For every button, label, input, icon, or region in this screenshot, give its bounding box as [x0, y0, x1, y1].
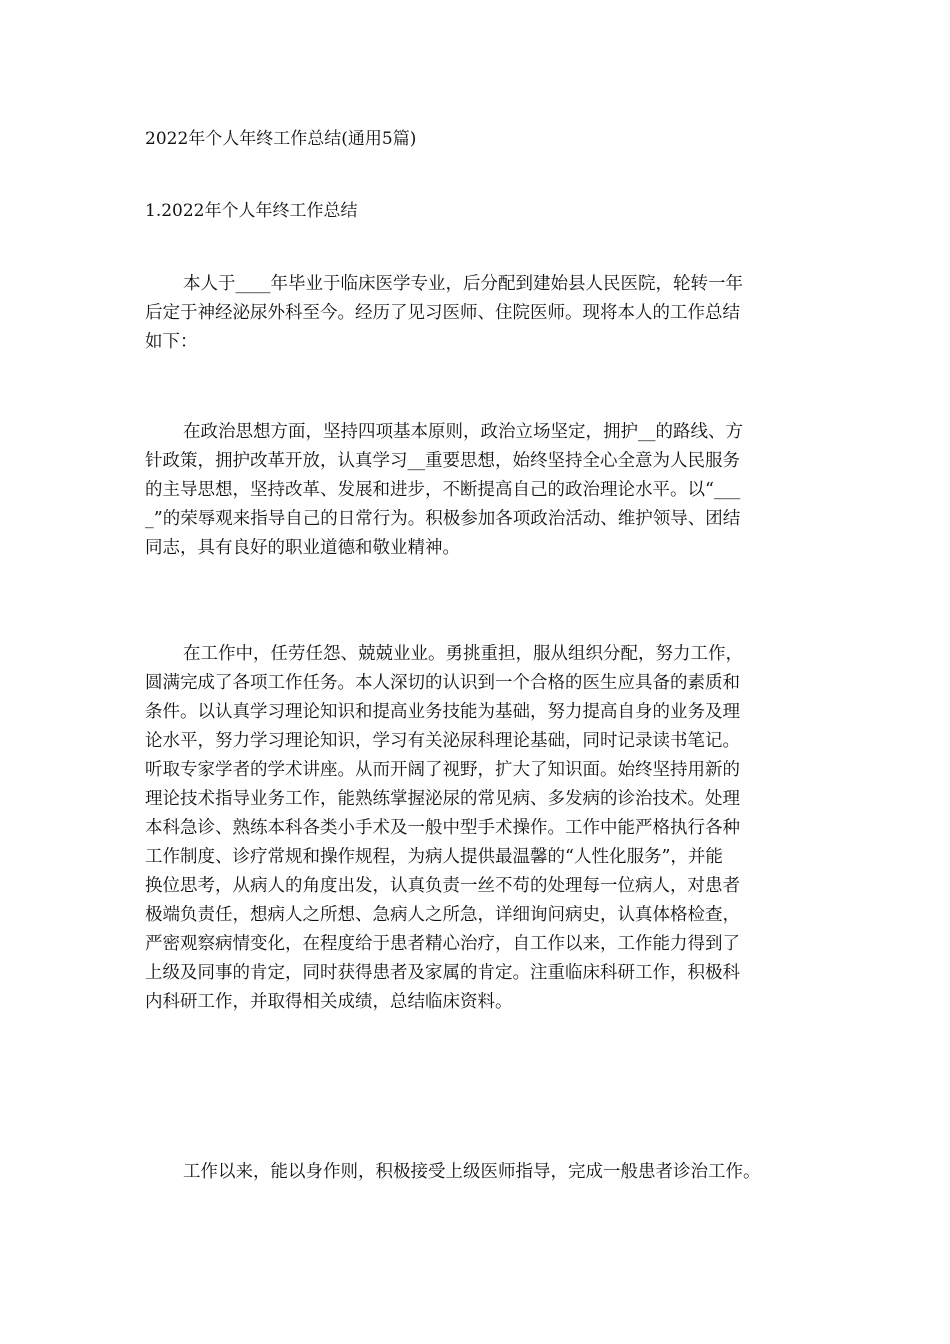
paragraph-line: 内科研工作，并取得相关成绩，总结临床资料。 [145, 992, 513, 1012]
paragraph-4 [145, 1158, 815, 1187]
paragraph-line: 后定于神经泌尿外科至今。经历了见习医师、住院医师。现将本人的工作总结 [145, 303, 740, 323]
paragraph-line: 本科急诊、熟练本科各类小手术及一般中型手术操作。工作中能严格执行各种 [145, 818, 740, 838]
paragraph-line: 同志，具有良好的职业道德和敬业精神。 [145, 538, 460, 558]
paragraph-line: 换位思考，从病人的角度出发，认真负责一丝不苟的处理每一位病人，对患者 [145, 876, 740, 896]
paragraph-line: 针政策，拥护改革开放，认真学习__重要思想，始终坚持全心全意为人民服务 [145, 451, 740, 471]
paragraph-line: 论水平，努力学习理论知识，学习有关泌尿科理论基础，同时记录读书笔记。 [145, 731, 740, 751]
paragraph-2 [145, 418, 815, 563]
paragraph-line: 听取专家学者的学术讲座。从而开阔了视野，扩大了知识面。始终坚持用新的 [145, 760, 740, 780]
paragraph-line: 极端负责任，想病人之所想、急病人之所急，详细询问病史，认真体格检查， [145, 905, 740, 925]
paragraph-line: 在工作中，任劳任怨、兢兢业业。勇挑重担，服从组织分配，努力工作， [183, 644, 743, 664]
section-heading: 1.2022年个人年终工作总结 [145, 201, 358, 221]
paragraph-3 [145, 640, 815, 1017]
paragraph-line: 理论技术指导业务工作，能熟练掌握泌尿的常见病、多发病的诊治技术。处理 [145, 789, 740, 809]
paragraph-line: 严密观察病情变化，在程度给于患者精心治疗，自工作以来，工作能力得到了 [145, 934, 740, 954]
paragraph-line: 工作制度、诊疗常规和操作规程，为病人提供最温馨的“人性化服务”，并能 [145, 847, 723, 867]
paragraph-line: 的主导思想，坚持改革、发展和进步，不断提高自己的政治理论水平。以“___ [145, 480, 741, 500]
paragraph-line: 本人于____年毕业于临床医学专业，后分配到建始县人民医院，轮转一年 [183, 274, 743, 294]
paragraph-line: 上级及同事的肯定，同时获得患者及家属的肯定。注重临床科研工作，积极科 [145, 963, 740, 983]
paragraph-line: _”的荣辱观来指导自己的日常行为。积极参加各项政治活动、维护领导、团结 [145, 509, 741, 529]
document-title: 2022年个人年终工作总结(通用5篇) [145, 129, 417, 149]
paragraph-line: 工作以来，能以身作则，积极接受上级医师指导，完成一般患者诊治工作。 [183, 1162, 761, 1182]
paragraph-line: 圆满完成了各项工作任务。本人深切的认识到一个合格的医生应具备的素质和 [145, 673, 740, 693]
paragraph-line: 条件。以认真学习理论知识和提高业务技能为基础，努力提高自身的业务及理 [145, 702, 740, 722]
paragraph-line: 如下： [145, 332, 198, 352]
paragraph-line: 在政治思想方面，坚持四项基本原则，政治立场坚定，拥护__的路线、方 [183, 422, 743, 442]
paragraph-1 [145, 270, 815, 357]
